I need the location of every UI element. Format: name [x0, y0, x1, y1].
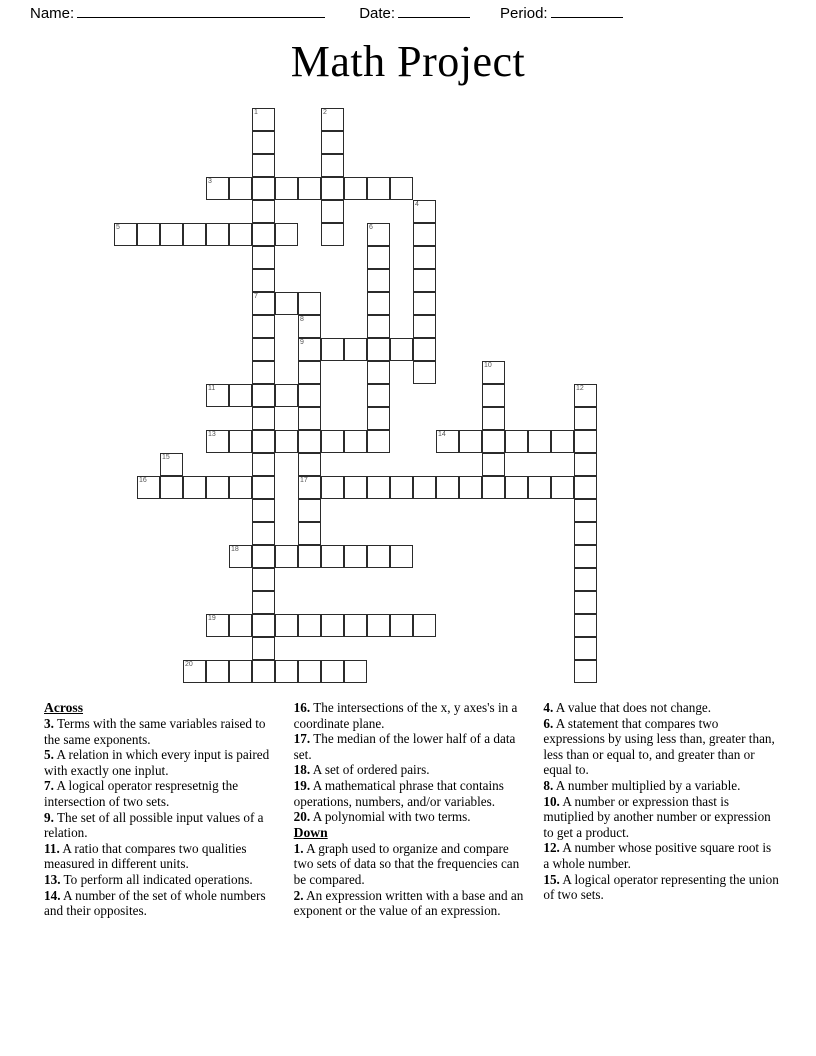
crossword-cell[interactable] — [321, 200, 344, 223]
clues-container — [44, 700, 779, 919]
crossword-cell[interactable] — [183, 476, 206, 499]
crossword-cell[interactable] — [482, 407, 505, 430]
crossword-cell[interactable] — [321, 131, 344, 154]
crossword-cell[interactable] — [321, 660, 344, 683]
crossword-cell[interactable] — [344, 614, 367, 637]
crossword-cell[interactable] — [482, 361, 505, 384]
crossword-cell[interactable] — [275, 430, 298, 453]
crossword-cell[interactable] — [252, 200, 275, 223]
crossword-cell[interactable] — [390, 614, 413, 637]
crossword-cell[interactable] — [413, 361, 436, 384]
crossword-cell[interactable] — [436, 476, 459, 499]
crossword-cell[interactable] — [321, 223, 344, 246]
crossword-cell[interactable] — [367, 338, 390, 361]
crossword-cell[interactable] — [367, 269, 390, 292]
crossword-cell[interactable] — [252, 131, 275, 154]
clue-number: 8. — [543, 777, 554, 793]
clue-number: 10. — [543, 793, 560, 809]
crossword-cell[interactable] — [459, 430, 482, 453]
crossword-cell[interactable] — [413, 246, 436, 269]
crossword-cell[interactable] — [252, 154, 275, 177]
crossword-cell[interactable] — [482, 476, 505, 499]
crossword-cell[interactable] — [298, 315, 321, 338]
crossword-cell[interactable] — [252, 568, 275, 591]
cell-number: 5 — [116, 224, 120, 231]
clue-number: 6. — [543, 715, 554, 731]
crossword-cell[interactable] — [252, 637, 275, 660]
crossword-cell[interactable] — [344, 338, 367, 361]
cell-number: 17 — [300, 477, 308, 484]
clue-column-3 — [543, 700, 779, 919]
crossword-cell[interactable] — [321, 476, 344, 499]
crossword-cell[interactable] — [367, 545, 390, 568]
crossword-cell[interactable] — [252, 338, 275, 361]
crossword-cell[interactable] — [298, 545, 321, 568]
crossword-cell[interactable] — [298, 476, 321, 499]
across-heading: Across — [44, 700, 84, 715]
clue-number: 9. — [44, 809, 54, 825]
crossword-cell[interactable] — [574, 522, 597, 545]
clue-text: An expression written with a base and an exponent or the value of an expression. — [293, 887, 524, 919]
crossword-cell[interactable] — [206, 177, 229, 200]
clue-text: A number multiplied by a variable. — [553, 777, 741, 793]
crossword-cell[interactable] — [344, 177, 367, 200]
clue-item — [44, 888, 280, 919]
crossword-cell[interactable] — [574, 545, 597, 568]
crossword-cell[interactable] — [321, 545, 344, 568]
crossword-cell[interactable] — [505, 476, 528, 499]
crossword-cell[interactable] — [321, 430, 344, 453]
clue-number: 4. — [543, 700, 554, 715]
crossword-cell[interactable] — [160, 453, 183, 476]
crossword-cell[interactable] — [413, 292, 436, 315]
crossword-cell[interactable] — [574, 453, 597, 476]
clue-number: 5. — [44, 747, 54, 763]
crossword-cell[interactable] — [298, 660, 321, 683]
crossword-cell[interactable] — [275, 177, 298, 200]
crossword-cell[interactable] — [252, 614, 275, 637]
clue-item — [543, 872, 779, 903]
crossword-cell[interactable] — [252, 499, 275, 522]
cell-number: 4 — [415, 201, 419, 208]
crossword-cell[interactable] — [252, 660, 275, 683]
clue-text: A set of ordered pairs. — [310, 762, 430, 778]
crossword-cell[interactable] — [229, 660, 252, 683]
crossword-cell[interactable] — [137, 476, 160, 499]
date-label: Date: — [359, 4, 396, 22]
clue-text: Terms with the same variables raised to the same exponents. — [44, 716, 266, 747]
crossword-cell[interactable] — [574, 660, 597, 683]
cell-number: 13 — [208, 431, 216, 438]
crossword-cell[interactable] — [252, 108, 275, 131]
clue-text: A number of the set of whole numbers and their opposites. — [44, 887, 266, 919]
crossword-cell[interactable] — [275, 614, 298, 637]
crossword-cell[interactable] — [252, 223, 275, 246]
crossword-cell[interactable] — [183, 223, 206, 246]
crossword-cell[interactable] — [252, 292, 275, 315]
crossword-cell[interactable] — [229, 430, 252, 453]
clue-number: 16. — [293, 700, 311, 715]
clue-item — [543, 716, 779, 778]
crossword-cell[interactable] — [321, 177, 344, 200]
crossword-cell[interactable] — [298, 430, 321, 453]
crossword-cell[interactable] — [367, 315, 390, 338]
crossword-cell[interactable] — [298, 361, 321, 384]
crossword-cell[interactable] — [252, 453, 275, 476]
clue-number: 2. — [293, 887, 304, 903]
clue-number: 14. — [44, 887, 61, 903]
crossword-cell[interactable] — [298, 499, 321, 522]
crossword-cell[interactable] — [367, 614, 390, 637]
crossword-cell[interactable] — [574, 591, 597, 614]
clue-number: 3. — [44, 716, 54, 731]
crossword-cell[interactable] — [344, 545, 367, 568]
period-label: Period: — [500, 4, 548, 22]
clue-item — [44, 810, 280, 841]
crossword-cell[interactable] — [229, 614, 252, 637]
clue-text: A logical operator respresetnig the intersection of two sets. — [44, 778, 239, 809]
crossword-cell[interactable] — [574, 430, 597, 453]
clue-text: The median of the lower half of a data set. — [293, 731, 516, 762]
crossword-cell[interactable] — [413, 200, 436, 223]
cell-number: 7 — [254, 293, 258, 300]
crossword-cell[interactable] — [344, 660, 367, 683]
clue-column-1 — [44, 700, 280, 919]
clue-item — [543, 840, 779, 871]
crossword-cell[interactable] — [321, 614, 344, 637]
crossword-cell[interactable] — [275, 223, 298, 246]
crossword-cell[interactable] — [252, 177, 275, 200]
crossword-cell[interactable] — [229, 545, 252, 568]
clue-item — [294, 888, 530, 919]
clue-number: 15. — [543, 871, 560, 887]
page-title: Math Project — [290, 37, 526, 86]
crossword-cell[interactable] — [298, 384, 321, 407]
crossword-cell[interactable] — [206, 223, 229, 246]
crossword-cell[interactable] — [574, 476, 597, 499]
crossword-cell[interactable] — [367, 384, 390, 407]
crossword-cell[interactable] — [252, 361, 275, 384]
crossword-cell[interactable] — [482, 430, 505, 453]
crossword-cell[interactable] — [298, 453, 321, 476]
clue-number: 17. — [293, 731, 311, 747]
crossword-cell[interactable] — [252, 545, 275, 568]
clue-item — [44, 841, 280, 872]
crossword-cell[interactable] — [367, 223, 390, 246]
crossword-cell[interactable] — [252, 476, 275, 499]
crossword-cell[interactable] — [413, 315, 436, 338]
clue-item — [294, 778, 530, 809]
crossword-cell[interactable] — [114, 223, 137, 246]
clue-item — [44, 716, 280, 747]
clue-text: A number or expression thast is mutiplied by another number or expression to get a product. — [543, 793, 771, 840]
clue-number: 1. — [293, 840, 304, 856]
crossword-cell[interactable] — [229, 177, 252, 200]
clue-number: 19. — [293, 777, 311, 793]
crossword-cell[interactable] — [367, 361, 390, 384]
crossword-cell[interactable] — [390, 338, 413, 361]
cell-number: 3 — [208, 178, 212, 185]
crossword-cell[interactable] — [252, 522, 275, 545]
crossword-cell[interactable] — [229, 476, 252, 499]
cell-number: 20 — [185, 661, 193, 668]
crossword-cell[interactable] — [482, 384, 505, 407]
clue-item — [543, 700, 779, 716]
clue-text: A graph used to organize and compare two sets of data so that the frequencies can be compared. — [293, 840, 520, 887]
crossword-cell[interactable] — [298, 407, 321, 430]
crossword-cell[interactable] — [528, 476, 551, 499]
crossword-cell[interactable] — [206, 384, 229, 407]
cell-number: 19 — [208, 615, 216, 622]
crossword-cell[interactable] — [436, 430, 459, 453]
clue-number: 11. — [44, 840, 60, 856]
clue-text: A statement that compares two expressions by using less than, greater than, less than or equal to, and greater than or equal to. — [543, 715, 775, 778]
crossword-cell[interactable] — [321, 154, 344, 177]
crossword-cell[interactable] — [252, 246, 275, 269]
cell-number: 15 — [162, 454, 170, 461]
clue-number: 13. — [44, 871, 61, 887]
crossword-cell[interactable] — [321, 338, 344, 361]
clue-item — [543, 794, 779, 841]
crossword-cell[interactable] — [137, 223, 160, 246]
clue-text: A polynomial with two terms. — [310, 809, 471, 825]
crossword-cell[interactable] — [252, 269, 275, 292]
cell-number: 11 — [208, 385, 216, 392]
crossword-cell[interactable] — [206, 614, 229, 637]
clue-item — [294, 731, 530, 762]
crossword-cell[interactable] — [413, 269, 436, 292]
crossword-cell[interactable] — [252, 430, 275, 453]
crossword-cell[interactable] — [275, 384, 298, 407]
crossword-cell[interactable] — [367, 476, 390, 499]
clue-item — [44, 778, 280, 809]
crossword-cell[interactable] — [413, 476, 436, 499]
crossword-cell[interactable] — [367, 177, 390, 200]
crossword-cell[interactable] — [551, 476, 574, 499]
clue-item — [294, 700, 530, 731]
clue-item — [543, 778, 779, 794]
crossword-cell[interactable] — [551, 430, 574, 453]
down-heading: Down — [293, 824, 328, 840]
clue-number: 7. — [44, 778, 54, 794]
crossword-cell[interactable] — [367, 246, 390, 269]
clue-number: 12. — [543, 840, 560, 856]
crossword-cell[interactable] — [574, 614, 597, 637]
crossword-cell[interactable] — [367, 292, 390, 315]
crossword-cell[interactable] — [574, 637, 597, 660]
crossword-cell[interactable] — [206, 476, 229, 499]
crossword-cell[interactable] — [252, 591, 275, 614]
crossword-cell[interactable] — [344, 430, 367, 453]
cell-number: 18 — [231, 546, 239, 553]
crossword-cell[interactable] — [574, 499, 597, 522]
cell-number: 16 — [139, 477, 147, 484]
clue-number: 18. — [293, 762, 311, 778]
crossword-cell[interactable] — [298, 522, 321, 545]
cell-number: 14 — [438, 431, 446, 438]
crossword-cell[interactable] — [367, 430, 390, 453]
crossword-cell[interactable] — [459, 476, 482, 499]
clue-text: The intersections of the x, y axes's in a coordinate plane. — [293, 700, 518, 731]
cell-number: 10 — [484, 362, 492, 369]
cell-number: 8 — [300, 316, 304, 323]
crossword-cell[interactable] — [252, 407, 275, 430]
crossword-cell[interactable] — [229, 223, 252, 246]
crossword-cell[interactable] — [298, 177, 321, 200]
clue-text: A value that does not change. — [553, 700, 712, 715]
crossword-cell[interactable] — [206, 660, 229, 683]
crossword-cell[interactable] — [160, 476, 183, 499]
clue-text: A relation in which every input is paired with exactly one inplut. — [44, 747, 270, 778]
crossword-cell[interactable] — [275, 292, 298, 315]
crossword-cell[interactable] — [183, 660, 206, 683]
cell-number: 12 — [576, 385, 584, 392]
crossword-cell[interactable] — [160, 223, 183, 246]
clue-item — [294, 762, 530, 778]
clue-text: A ratio that compares two qualities measured in different units. — [44, 840, 247, 872]
crossword-cell[interactable] — [574, 384, 597, 407]
clue-item — [44, 872, 280, 888]
crossword-cell[interactable] — [275, 545, 298, 568]
clue-number: 20. — [293, 809, 311, 825]
crossword-cell[interactable] — [390, 476, 413, 499]
crossword-cell[interactable] — [275, 660, 298, 683]
crossword-cell[interactable] — [505, 430, 528, 453]
crossword-cell[interactable] — [252, 384, 275, 407]
crossword-cell[interactable] — [298, 614, 321, 637]
name-label: Name: — [30, 4, 75, 22]
cell-number: 1 — [254, 109, 258, 116]
crossword-cell[interactable] — [413, 338, 436, 361]
crossword-cell[interactable] — [482, 453, 505, 476]
clue-item — [294, 841, 530, 888]
crossword-cell[interactable] — [390, 545, 413, 568]
crossword-cell[interactable] — [321, 108, 344, 131]
crossword-cell[interactable] — [367, 407, 390, 430]
crossword-cell[interactable] — [413, 223, 436, 246]
clue-text: A logical operator representing the union of two sets. — [543, 871, 779, 903]
crossword-cell[interactable] — [574, 407, 597, 430]
clue-text: To perform all indicated operations. — [60, 871, 253, 887]
cell-number: 2 — [323, 109, 327, 116]
crossword-cell[interactable] — [252, 315, 275, 338]
clue-item — [294, 809, 530, 825]
crossword-cell[interactable] — [298, 338, 321, 361]
crossword-cell[interactable] — [229, 384, 252, 407]
clue-text: A number whose positive square root is a whole number. — [543, 840, 772, 871]
crossword-cell[interactable] — [344, 476, 367, 499]
crossword-cell[interactable] — [206, 430, 229, 453]
crossword-cell[interactable] — [298, 292, 321, 315]
cell-number: 9 — [300, 339, 304, 346]
clue-column-2 — [294, 700, 530, 919]
clue-text: The set of all possible input values of a relation. — [44, 809, 264, 841]
crossword-cell[interactable] — [574, 568, 597, 591]
crossword-cell[interactable] — [528, 430, 551, 453]
clue-item — [44, 747, 280, 778]
clue-text: A mathematical phrase that contains operations, numbers, and/or variables. — [293, 777, 504, 809]
cell-number: 6 — [369, 224, 373, 231]
crossword-cell[interactable] — [390, 177, 413, 200]
crossword-cell[interactable] — [413, 614, 436, 637]
